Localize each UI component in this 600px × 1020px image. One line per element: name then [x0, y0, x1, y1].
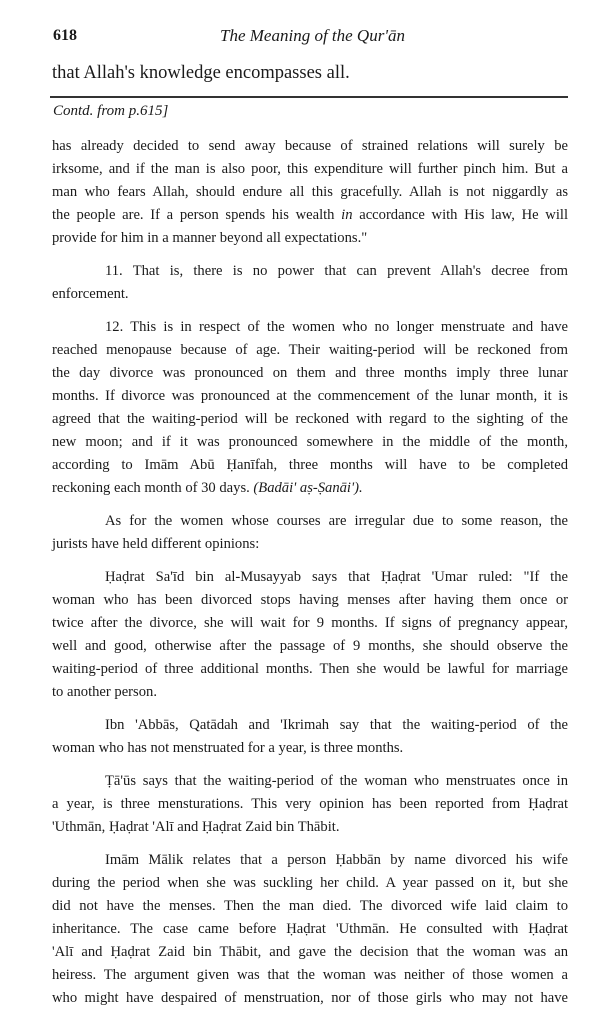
text-line: provide for him in a manner beyond all expectations." — [52, 230, 368, 246]
text-line: Ibn 'Abbās, Qatādah and 'Ikrimah say that the waiting-period of the — [105, 717, 568, 733]
text-line: waiting-period of three additional months. Then she would be lawful for marriage — [52, 661, 568, 677]
text-line: Ḥaḍrat Sa'īd bin al-Musayyab says that Ḥaḍrat 'Umar ruled: "If the — [105, 569, 568, 585]
text-line: reached menopause because of age. Their waiting-period will be reckoned from — [52, 342, 568, 358]
paragraph — [52, 770, 568, 839]
text-line: Imām Mālik relates that a person Ḥabbān by name divorced his wife — [105, 852, 568, 868]
text-line: woman who has not menstruated for a year, is three months. — [52, 740, 404, 756]
running-title: The Meaning of the Qur'ān — [220, 26, 405, 45]
footnote-divider — [50, 96, 568, 98]
text-line: man who fears Allah, should endure all this gracefully. Allah is not niggardly as — [52, 184, 568, 200]
italic-text: (Badāi' aṣ-Ṣanāi'). — [253, 480, 363, 496]
text-line: months. If divorce was pronounced at the commencement of the lunar month, it is — [52, 388, 568, 404]
text-line: well and good, otherwise after the passage of 9 months, she should observe the — [52, 638, 568, 654]
text-line: As for the women whose courses are irregular due to some reason, the — [105, 513, 568, 529]
text-line: a year, is three mensturations. This very opinion has been reported from Ḥaḍrat — [52, 796, 568, 812]
text-line: woman who has been divorced stops having menses after having them once or — [52, 592, 568, 608]
text-line: 11. That is, there is no power that can prevent Allah's decree from — [105, 263, 568, 279]
text-line: agreed that the waiting-period will be reckoned with regard to the sighting of the — [52, 411, 568, 427]
text-line: 'Alī and Ḥaḍrat Zaid bin Thābit, and gave the decision that the woman was an — [52, 944, 568, 960]
text-line: did not have the menses. Then the man died. The divorced wife laid claim to — [52, 898, 568, 914]
text-line: 12. This is in respect of the women who no longer menstruate and have — [105, 319, 568, 335]
italic-text: in — [341, 207, 353, 223]
paragraph — [52, 849, 568, 1010]
paragraph — [52, 135, 568, 250]
text-line: new moon; and if it was pronounced somewhere in the middle of the month, — [52, 434, 568, 450]
text-line — [52, 204, 568, 227]
text-line: jurists have held different opinions: — [52, 536, 260, 552]
text-line — [52, 477, 568, 500]
text-line: irksome, and if the man is also poor, this expenditure will further pinch him. But a — [52, 161, 568, 177]
lead-line: that Allah's knowledge encompasses all. — [52, 63, 350, 83]
text-segment: accordance with His law, He will — [352, 207, 568, 223]
text-line: who might have despaired of menstruation, nor of those girls who may not have — [52, 990, 568, 1006]
text-line: twice after the divorce, she will wait for 9 months. If signs of pregnancy appear, — [52, 615, 568, 631]
text-line: according to Imām Abū Ḥanīfah, three months will have to be completed — [52, 457, 568, 473]
text-line: inheritance. The case came before Ḥaḍrat 'Uthmān. He consulted with Ḥaḍrat — [52, 921, 568, 937]
text-line: Ṭā'ūs says that the waiting-period of the woman who menstruates once in — [105, 773, 568, 789]
text-segment: reckoning each month of 30 days. — [52, 480, 254, 496]
paragraph — [52, 316, 568, 500]
text-line: during the period when she was suckling her child. A year passed on it, but she — [52, 875, 568, 891]
paragraph — [52, 714, 568, 760]
text-segment: the people are. If a person spends his wealth — [52, 207, 342, 223]
continuation-note: Contd. from p.615] — [53, 103, 169, 119]
text-line: heiress. The argument given was that the woman was neither of those women a — [52, 967, 568, 983]
paragraph — [52, 510, 568, 556]
text-line: has already decided to send away because of strained relations will surely be — [52, 138, 568, 154]
text-line: enforcement. — [52, 286, 129, 302]
text-line: to another person. — [52, 684, 157, 700]
footnote-body — [52, 135, 568, 1020]
text-line: the day divorce was pronounced on them and three months imply three lunar — [52, 365, 568, 381]
page-number: 618 — [53, 27, 77, 44]
paragraph — [52, 566, 568, 704]
paragraph — [52, 260, 568, 306]
text-line: 'Uthmān, Ḥaḍrat 'Alī and Ḥaḍrat Zaid bin Thābit. — [52, 819, 340, 835]
